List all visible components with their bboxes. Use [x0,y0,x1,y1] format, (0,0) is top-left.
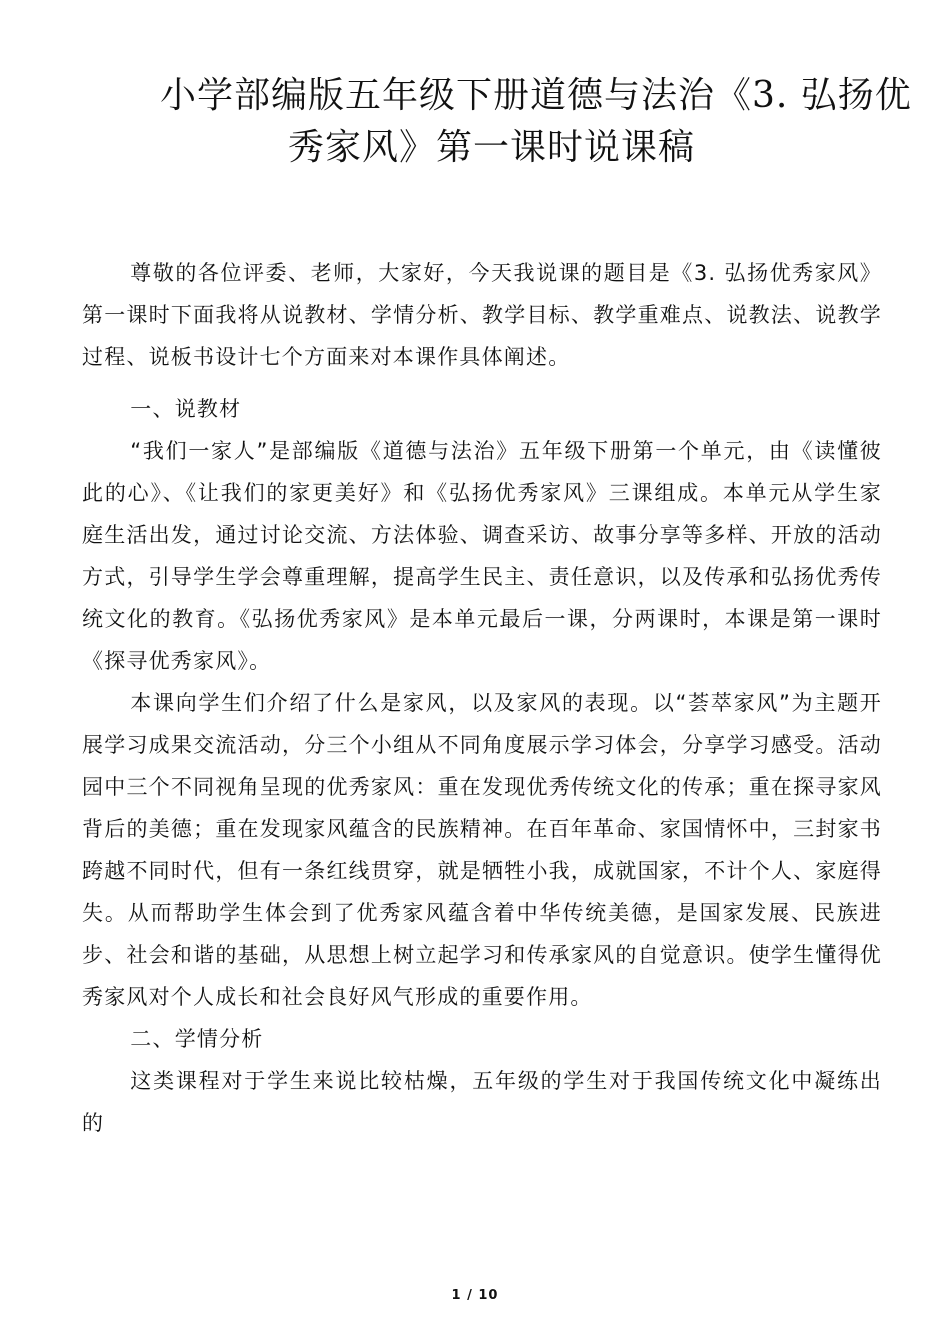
intro-paragraph: 尊敬的各位评委、老师，大家好，今天我说课的题目是《3. 弘扬优秀家风》第一课时下面我将从说教材、学情分析、教学目标、教学重难点、说教法、说教学过程、说板书设计七个方面来对本课作具体阐述。 [82,261,882,369]
section-heading-textbook: 一、说教材 [130,397,242,421]
textbook-paragraph-2: 本课向学生们介绍了什么是家风，以及家风的表现。以“荟萃家风”为主题开展学习成果交流活动，分三个小组从不同角度展示学习体会，分享学习感受。活动园中三个不同视角呈现的优秀家风：重在发现优秀传统文化的传承；重在探寻家风背后的美德；重在发现家风蕴含的民族精神。在百年革命、家国情怀中，三封家书跨越不同时代，但有一条红线贯穿，就是牺牲小我，成就国家，不计个人、家庭得失。从而帮助学生体会到了优秀家风蕴含着中华传统美德，是国家发展、民族进步、社会和谐的基础，从思想上树立起学习和传承家风的自觉意识。使学生懂得优秀家风对个人成长和社会良好风气形成的重要作用。 [82,691,882,1009]
page-number: 1 / 10 [451,1288,499,1303]
document-title [0,70,950,174]
title-line-2: 秀家风》第一课时说课稿 [288,127,696,168]
textbook-paragraph-1: “我们一家人”是部编版《道德与法治》五年级下册第一个单元，由《读懂彼此的心》、《让我们的家更美好》和《弘扬优秀家风》三课组成。本单元从学生家庭生活出发，通过讨论交流、方法体验、调查采访、故事分享等多样、开放的活动方式，引导学生学会尊重理解，提高学生民主、责任意识，以及传承和弘扬优秀传统文化的教育。《弘扬优秀家风》是本单元最后一课，分两课时，本课是第一课时《探寻优秀家风》。 [82,439,882,673]
title-line-1: 小学部编版五年级下册道德与法治《3. 弘扬优 [160,75,912,116]
document-body [82,252,882,1144]
section-heading-student-analysis: 二、学情分析 [130,1027,264,1051]
student-analysis-paragraph-1: 这类课程对于学生来说比较枯燥，五年级的学生对于我国传统文化中凝练出的 [82,1069,882,1135]
